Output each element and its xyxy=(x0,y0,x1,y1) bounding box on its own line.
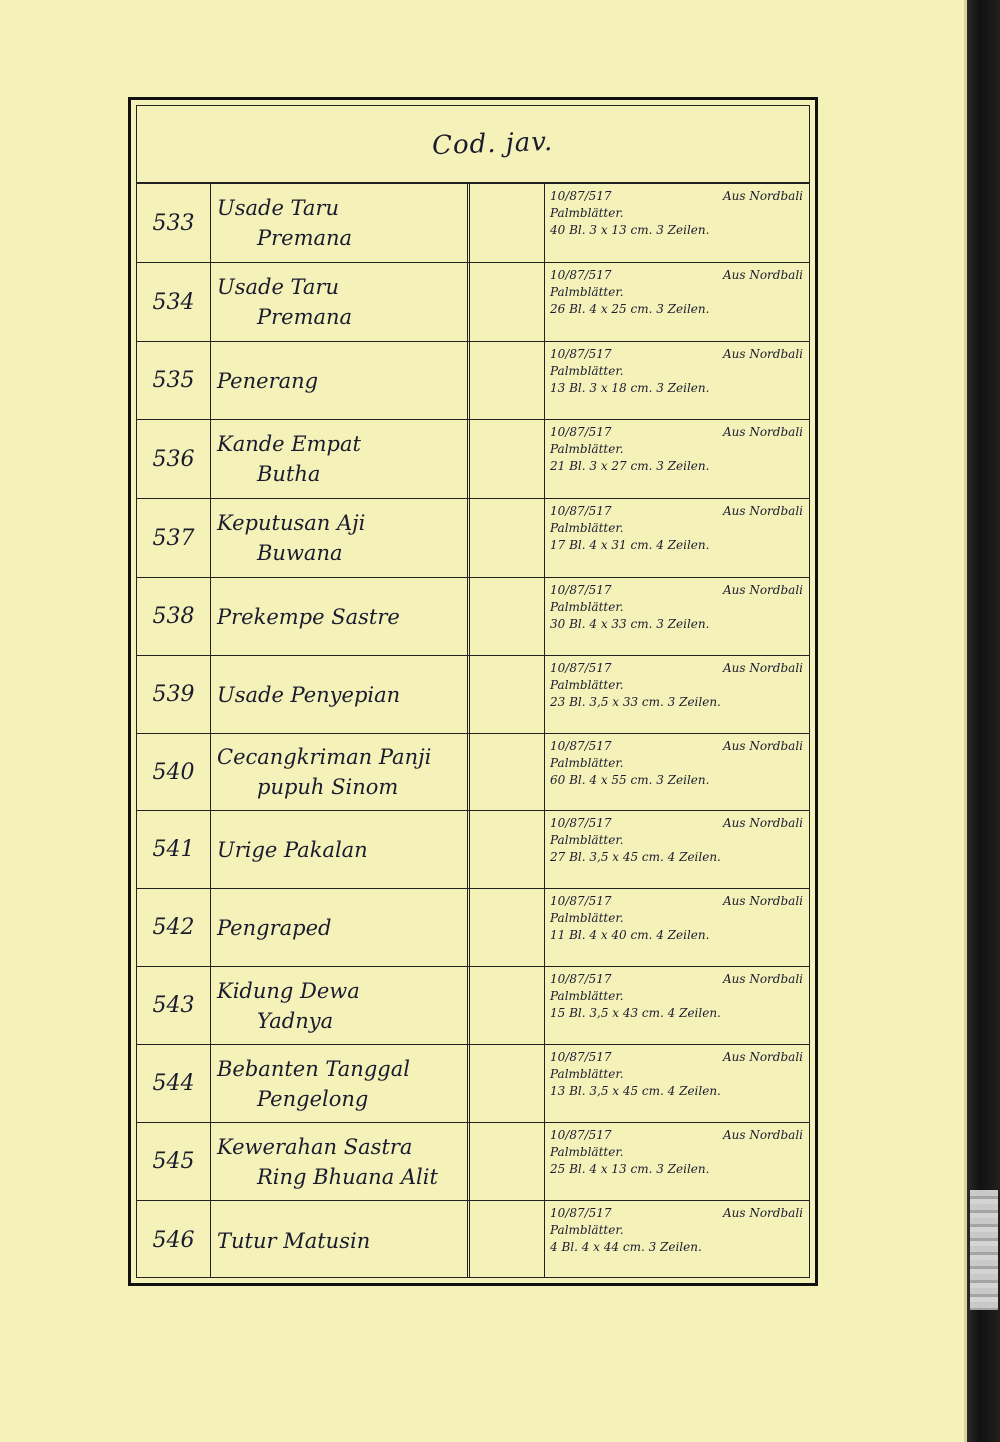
entry-title-line1: Kande Empat xyxy=(217,432,361,456)
entry-title-line1: Usade Taru xyxy=(217,196,340,220)
entry-title-line2: Buwana xyxy=(257,541,343,565)
call-number: 10/87/517 xyxy=(550,189,612,203)
entry-description xyxy=(550,811,803,888)
call-number: 10/87/517 xyxy=(550,661,612,675)
material-note: Palmblätter. xyxy=(550,756,624,770)
entry-number: 542 xyxy=(152,915,195,940)
entry-title xyxy=(217,499,472,577)
material-note: Palmblätter. xyxy=(550,285,624,299)
origin-note: Aus Nordbali xyxy=(722,347,803,361)
entry-number: 539 xyxy=(152,682,195,707)
origin-note: Aus Nordbali xyxy=(722,894,803,908)
specs-note: 13 Bl. 3,5 x 45 cm. 4 Zeilen. xyxy=(550,1084,721,1098)
entry-title-line1: Pengraped xyxy=(217,915,332,940)
entry-title-line1: Bebanten Tanggal xyxy=(217,1056,410,1081)
catalog-frame xyxy=(128,97,818,1286)
specs-note: 25 Bl. 4 x 13 cm. 3 Zeilen. xyxy=(550,1162,710,1176)
specs-note: 21 Bl. 3 x 27 cm. 3 Zeilen. xyxy=(550,459,710,473)
entry-title-line2: Premana xyxy=(257,226,353,250)
call-number: 10/87/517 xyxy=(550,347,612,361)
material-note: Palmblätter. xyxy=(550,833,624,847)
entry-title xyxy=(217,889,472,966)
material-note: Palmblätter. xyxy=(550,1223,624,1237)
call-number: 10/87/517 xyxy=(550,268,612,282)
specs-note: 17 Bl. 4 x 31 cm. 4 Zeilen. xyxy=(550,538,710,552)
entry-number: 546 xyxy=(152,1228,195,1253)
specs-note: 11 Bl. 4 x 40 cm. 4 Zeilen. xyxy=(550,928,710,942)
table-row xyxy=(137,578,809,656)
origin-note: Aus Nordbali xyxy=(722,739,803,753)
specs-note: 15 Bl. 3,5 x 43 cm. 4 Zeilen. xyxy=(550,1006,721,1020)
table-row xyxy=(137,1123,809,1201)
entry-title xyxy=(217,734,472,810)
call-number: 10/87/517 xyxy=(550,894,612,908)
entry-description xyxy=(550,420,803,498)
entry-title-line2: pupuh Sinom xyxy=(257,775,399,799)
entry-title-line1: Kidung Dewa xyxy=(217,978,360,1003)
table-row xyxy=(137,656,809,734)
entry-title xyxy=(217,967,472,1044)
entry-description xyxy=(550,499,803,577)
origin-note: Aus Nordbali xyxy=(722,1206,803,1220)
specs-note: 30 Bl. 4 x 33 cm. 3 Zeilen. xyxy=(550,617,710,631)
material-note: Palmblätter. xyxy=(550,521,624,535)
entry-title-line2: Yadnya xyxy=(257,1008,334,1033)
origin-note: Aus Nordbali xyxy=(722,268,803,282)
call-number: 10/87/517 xyxy=(550,583,612,597)
entry-number: 544 xyxy=(152,1071,195,1096)
entry-title-line1: Usade Penyepian xyxy=(217,682,401,707)
entry-number: 540 xyxy=(152,759,195,785)
catalog-table xyxy=(136,105,810,1278)
origin-note: Aus Nordbali xyxy=(722,583,803,597)
table-row xyxy=(137,889,809,967)
origin-note: Aus Nordbali xyxy=(722,816,803,830)
entry-number: 537 xyxy=(152,525,195,551)
entry-title xyxy=(217,811,472,888)
entry-title-line1: Usade Taru xyxy=(217,275,340,299)
entry-title xyxy=(217,263,472,341)
entry-title xyxy=(217,1201,472,1280)
origin-note: Aus Nordbali xyxy=(722,504,803,518)
entry-title-line1: Prekempe Sastre xyxy=(217,604,400,629)
entry-title xyxy=(217,184,472,262)
entry-description xyxy=(550,263,803,341)
material-note: Palmblätter. xyxy=(550,678,624,692)
material-note: Palmblätter. xyxy=(550,911,624,925)
table-row xyxy=(137,967,809,1045)
specs-note: 23 Bl. 3,5 x 33 cm. 3 Zeilen. xyxy=(550,695,721,709)
entry-description xyxy=(550,1045,803,1122)
table-row xyxy=(137,342,809,420)
table-row xyxy=(137,1045,809,1123)
entry-number: 534 xyxy=(152,289,195,315)
specs-note: 26 Bl. 4 x 25 cm. 3 Zeilen. xyxy=(550,302,710,316)
table-row xyxy=(137,734,809,811)
entry-description xyxy=(550,184,803,262)
entry-number: 541 xyxy=(152,837,195,862)
entry-number: 535 xyxy=(152,368,195,393)
specs-note: 60 Bl. 4 x 55 cm. 3 Zeilen. xyxy=(550,773,710,787)
entry-title-line1: Cecangkriman Panji xyxy=(217,745,432,769)
call-number: 10/87/517 xyxy=(550,425,612,439)
entry-title-line2: Ring Bhuana Alit xyxy=(257,1164,438,1189)
call-number: 10/87/517 xyxy=(550,972,612,986)
entry-number: 533 xyxy=(152,210,195,236)
entry-title-line2: Premana xyxy=(257,305,353,329)
origin-note: Aus Nordbali xyxy=(722,1050,803,1064)
call-number: 10/87/517 xyxy=(550,1206,612,1220)
entry-description xyxy=(550,1123,803,1200)
entry-title-line1: Tutur Matusin xyxy=(217,1228,371,1253)
entry-title-line2: Pengelong xyxy=(257,1086,369,1111)
table-row xyxy=(137,1201,809,1280)
entry-number: 545 xyxy=(152,1149,195,1174)
specs-note: 13 Bl. 3 x 18 cm. 3 Zeilen. xyxy=(550,381,710,395)
origin-note: Aus Nordbali xyxy=(722,189,803,203)
binding-band xyxy=(970,1190,998,1310)
table-row xyxy=(137,420,809,499)
specs-note: 4 Bl. 4 x 44 cm. 3 Zeilen. xyxy=(550,1240,702,1254)
entry-title xyxy=(217,656,472,733)
call-number: 10/87/517 xyxy=(550,816,612,830)
material-note: Palmblätter. xyxy=(550,364,624,378)
specs-note: 27 Bl. 3,5 x 45 cm. 4 Zeilen. xyxy=(550,850,721,864)
material-note: Palmblätter. xyxy=(550,600,624,614)
entry-title-line1: Keputusan Aji xyxy=(217,511,366,535)
table-row xyxy=(137,184,809,263)
entry-title-line2: Butha xyxy=(257,462,321,486)
entry-title xyxy=(217,1045,472,1122)
entry-description xyxy=(550,967,803,1044)
entry-title xyxy=(217,1123,472,1200)
material-note: Palmblätter. xyxy=(550,1145,624,1159)
entry-title xyxy=(217,342,472,419)
material-note: Palmblätter. xyxy=(550,442,624,456)
entry-description xyxy=(550,656,803,733)
entry-description xyxy=(550,1201,803,1280)
page-header xyxy=(137,106,809,184)
entry-description xyxy=(550,889,803,966)
call-number: 10/87/517 xyxy=(550,504,612,518)
entry-title-line1: Penerang xyxy=(217,368,319,393)
material-note: Palmblätter. xyxy=(550,206,624,220)
material-note: Palmblätter. xyxy=(550,1067,624,1081)
origin-note: Aus Nordbali xyxy=(722,972,803,986)
entry-description xyxy=(550,578,803,655)
entry-title xyxy=(217,578,472,655)
table-row xyxy=(137,499,809,578)
table-row xyxy=(137,263,809,342)
entry-title xyxy=(217,420,472,498)
entry-title-line1: Kewerahan Sastra xyxy=(217,1134,413,1159)
entry-description xyxy=(550,342,803,419)
page-title: Cod. jav. xyxy=(431,126,555,162)
entry-description xyxy=(550,734,803,810)
entry-title-line1: Urige Pakalan xyxy=(217,837,368,862)
entry-number: 543 xyxy=(152,993,195,1018)
origin-note: Aus Nordbali xyxy=(722,661,803,675)
specs-note: 40 Bl. 3 x 13 cm. 3 Zeilen. xyxy=(550,223,710,237)
origin-note: Aus Nordbali xyxy=(722,425,803,439)
table-row xyxy=(137,811,809,889)
call-number: 10/87/517 xyxy=(550,1050,612,1064)
origin-note: Aus Nordbali xyxy=(722,1128,803,1142)
call-number: 10/87/517 xyxy=(550,739,612,753)
entry-number: 536 xyxy=(152,446,195,472)
call-number: 10/87/517 xyxy=(550,1128,612,1142)
material-note: Palmblätter. xyxy=(550,989,624,1003)
entry-number: 538 xyxy=(152,604,195,629)
